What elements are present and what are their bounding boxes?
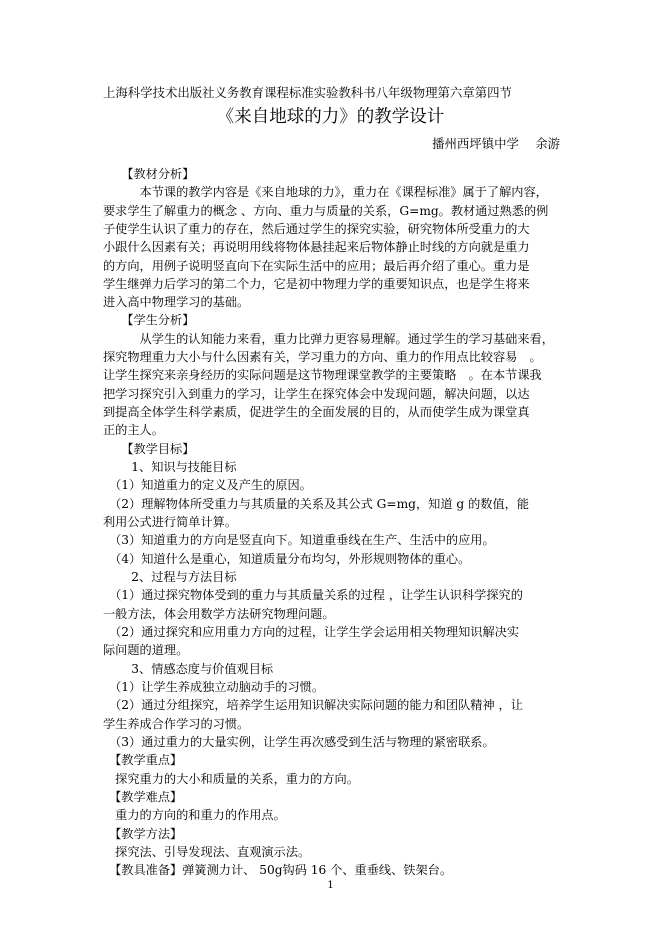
section-heading-goals: 【教学目标】 [103, 442, 195, 456]
body-line: 探究物理重力大小与什么因素有关，学习重力的方向、重力的作用点比较容易 。 [103, 350, 542, 364]
body-line: 学生继弹力后学习的第二个力，它是初中物理力学的重要知识点，也是学生将来 [103, 277, 530, 291]
body-line: 1、知识与技能目标 [103, 460, 237, 474]
section-heading-methods: 【教学方法】 [103, 827, 183, 841]
author-line: 播州西坪镇中学 余游 [432, 136, 560, 151]
body-line: （1）让学生养成独立动脑动手的习惯。 [103, 680, 325, 694]
body-line: 重力的方向的和重力的作用点。 [103, 808, 286, 822]
body-line: 3、情感态度与价值观目标 [103, 662, 274, 676]
section-heading-textbook: 【教材分析】 [103, 167, 195, 181]
document-title: 《来自地球的力》的教学设计 [216, 107, 445, 127]
body-line: （2）通过分组探究，培养学生运用知识解决实际问题的能力和团队精神 ，让 [103, 698, 523, 712]
body-line: 学生养成合作学习的习惯。 [103, 717, 250, 731]
body-line: 小跟什么因素有关；再说明用线将物体悬挂起来后物体静止时线的方向就是重力 [103, 240, 530, 254]
section-heading-equipment: 【教具准备】弹簧测力计、 50g钩码 16 个、重垂线、铁架台。 [103, 863, 453, 877]
page-number: 1 [327, 880, 334, 891]
body-line: （1）知道重力的定义及产生的原因。 [103, 478, 312, 492]
body-line: （1）通过探究物体受到的重力与其质量关系的过程 ，让学生认识科学探究的 [103, 588, 523, 602]
section-heading-difficulties: 【教学难点】 [103, 790, 183, 804]
body-line: （4）知道什么是重心，知道质量分布均匀，外形规则物体的重心。 [103, 552, 471, 566]
body-line: 2、过程与方法目标 [103, 570, 237, 584]
body-line: 进入高中物理学习的基础。 [103, 295, 250, 309]
body-line: 的方向，用例子说明竖直向下在实际生活中的应用；最后再介绍了重心。重力是 [103, 259, 530, 273]
body-line: 从学生的认知能力来看，重力比弹力更容易理解。通过学生的学习基础来看， [103, 332, 554, 346]
body-line: （3）知道重力的方向是竖直向下。知道重垂线在生产、生活中的应用。 [103, 533, 495, 547]
body-line: 把学习探究引入到重力的学习，让学生在探究体会中发现问题，解决问题，以达 [103, 387, 530, 401]
body-line: 探究重力的大小和质量的关系，重力的方向。 [103, 772, 359, 786]
body-line: 利用公式进行简单计算。 [103, 515, 238, 529]
section-heading-student: 【学生分析】 [103, 313, 195, 327]
body-line: 际问题的道理。 [103, 643, 189, 657]
body-line: 要求学生了解重力的概念 、方向、重力与质量的关系，G=mg。教材通过熟悉的例 [103, 204, 549, 218]
body-line: 正的主人。 [103, 423, 164, 437]
body-line: 探究法、引导发现法、直观演示法。 [103, 845, 311, 859]
body-line: （2）通过探究和应用重力方向的过程，让学生学会运用相关物理知识解决实 [103, 625, 520, 639]
series-header: 上海科学技术出版社义务教育课程标准实验教科书八年级物理第六章第四节 [103, 85, 512, 100]
body-line: 到提高全体学生科学素质，促进学生的全面发展的目的，从而使学生成为课堂真 [103, 405, 530, 419]
section-heading-key-points: 【教学重点】 [103, 753, 183, 767]
body-line: （3）通过重力的大量实例，让学生再次感受到生活与物理的紧密联系。 [103, 735, 495, 749]
body-line: 子使学生认识了重力的存在，然后通过学生的探究实验，研究物体所受重力的大 [103, 222, 530, 236]
body-line: （2）理解物体所受重力与其质量的关系及其公式 G=mg，知道 g 的数值，能 [103, 497, 530, 511]
body-line: 一般方法，体会用数学方法研究物理问题。 [103, 607, 335, 621]
body-line: 本节课的教学内容是《来自地球的力》，重力在《课程标准》属于了解内容， [103, 185, 548, 199]
body-line: 让学生探究来亲身经历的实际问题是这节物理课堂教学的主要策略 。在本节课我 [103, 368, 542, 382]
